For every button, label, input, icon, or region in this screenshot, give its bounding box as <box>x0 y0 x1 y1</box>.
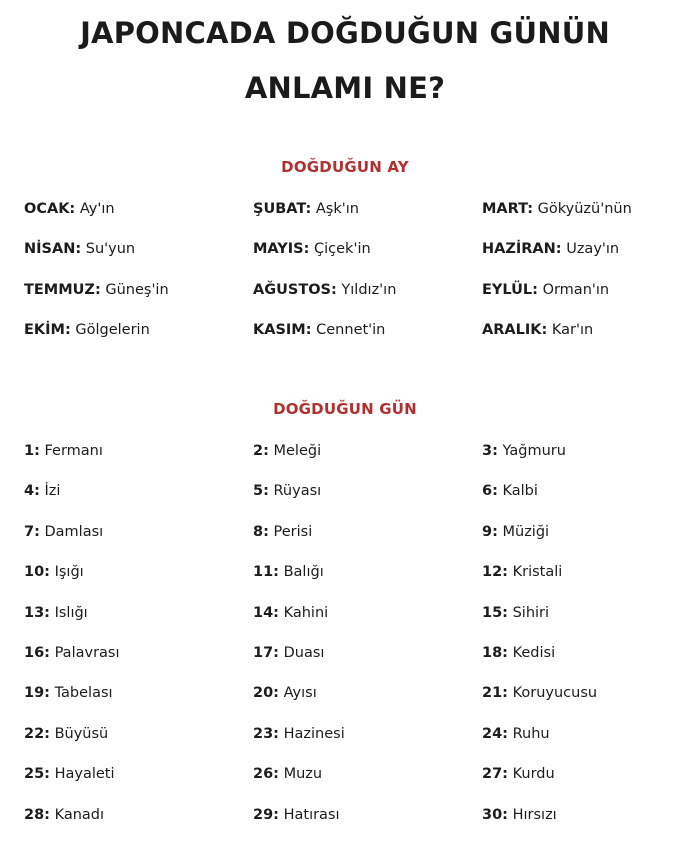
day-item <box>24 564 84 580</box>
month-item <box>482 322 593 338</box>
day-meaning: Ruhu <box>512 725 550 742</box>
day-item <box>24 483 60 499</box>
day-key: 8: <box>253 523 269 540</box>
page-title-line-1: JAPONCADA DOĞDUĞUN GÜNÜN <box>80 16 610 50</box>
month-item <box>253 241 371 257</box>
day-key: 7: <box>24 523 40 540</box>
day-meaning: Kristali <box>512 564 563 581</box>
day-item <box>482 564 562 580</box>
month-row <box>0 322 690 346</box>
month-key: AĞUSTOS: <box>253 281 337 298</box>
day-key: 21: <box>482 685 508 702</box>
day-item <box>253 645 324 661</box>
month-item <box>24 282 169 298</box>
month-row <box>0 282 690 306</box>
day-meaning: Kedisi <box>512 645 556 661</box>
day-item <box>24 605 88 621</box>
day-meaning: Kahini <box>283 604 329 621</box>
day-meaning: Tabelası <box>54 685 113 702</box>
day-key: 2: <box>253 443 269 459</box>
day-row <box>0 645 690 669</box>
day-key: 27: <box>482 766 508 783</box>
day-item <box>482 645 555 661</box>
day-item <box>24 726 108 742</box>
month-meaning: Kar'ın <box>551 321 594 338</box>
day-meaning: Sihiri <box>512 604 550 621</box>
day-row <box>0 443 690 467</box>
day-meaning: Perisi <box>273 523 313 540</box>
month-meaning: Su'yun <box>85 241 136 258</box>
day-item <box>24 645 120 661</box>
day-item <box>24 807 104 823</box>
day-meaning: Yağmuru <box>502 443 566 459</box>
day-key: 26: <box>253 766 279 783</box>
day-key: 30: <box>482 806 508 823</box>
day-meaning: Kurdu <box>512 766 555 783</box>
day-key: 29: <box>253 806 279 823</box>
day-meaning: Işığı <box>54 564 84 581</box>
month-key: EYLÜL: <box>482 281 538 298</box>
day-item <box>253 605 328 621</box>
month-meaning: Güneş'in <box>105 281 169 298</box>
day-item <box>482 807 557 823</box>
day-row <box>0 766 690 790</box>
month-meaning: Ay'ın <box>79 201 115 217</box>
page-title-line-2: ANLAMI NE? <box>244 71 446 105</box>
day-item <box>253 766 322 782</box>
day-item <box>482 443 566 459</box>
day-meaning: Büyüsü <box>54 725 109 742</box>
day-meaning: Balığı <box>283 564 324 581</box>
day-item <box>253 524 312 540</box>
month-key: MAYIS: <box>253 241 310 258</box>
day-key: 19: <box>24 685 50 702</box>
day-item <box>482 483 538 499</box>
month-item <box>24 322 150 338</box>
month-row <box>0 201 690 225</box>
day-key: 28: <box>24 806 50 823</box>
day-key: 16: <box>24 645 50 661</box>
day-key: 5: <box>253 483 269 500</box>
day-meaning: Damlası <box>44 523 104 540</box>
month-meaning: Çiçek'in <box>314 241 371 258</box>
day-key: 13: <box>24 604 50 621</box>
day-meaning: Hazinesi <box>283 725 345 742</box>
day-row <box>0 807 690 831</box>
month-meaning: Gökyüzü'nün <box>537 201 632 217</box>
month-meaning: Yıldız'ın <box>341 281 397 298</box>
day-item <box>482 726 550 742</box>
day-item <box>482 685 597 701</box>
day-key: 1: <box>24 443 40 459</box>
month-item <box>24 201 115 217</box>
month-key: EKİM: <box>24 321 71 338</box>
day-key: 25: <box>24 766 50 783</box>
day-row <box>0 605 690 629</box>
month-section-heading: DOĞDUĞUN AY <box>281 158 409 176</box>
day-key: 17: <box>253 645 279 661</box>
month-item <box>24 241 135 257</box>
day-meaning: Hayaleti <box>54 766 115 783</box>
day-meaning: İzi <box>44 483 61 500</box>
month-item <box>482 201 632 217</box>
day-key: 9: <box>482 523 498 540</box>
day-key: 15: <box>482 604 508 621</box>
day-key: 10: <box>24 564 50 581</box>
month-meaning: Uzay'ın <box>566 241 620 258</box>
day-meaning: Müziği <box>502 523 550 540</box>
day-key: 23: <box>253 725 279 742</box>
month-key: HAZİRAN: <box>482 241 562 258</box>
day-item <box>253 726 345 742</box>
day-key: 11: <box>253 564 279 581</box>
day-meaning: Koruyucusu <box>512 685 598 702</box>
month-item <box>482 282 609 298</box>
day-item <box>482 605 549 621</box>
day-meaning: Palavrası <box>54 645 120 661</box>
month-key: NİSAN: <box>24 241 82 258</box>
day-item <box>24 443 103 459</box>
day-key: 18: <box>482 645 508 661</box>
day-item <box>482 766 555 782</box>
day-item <box>253 443 321 459</box>
day-row <box>0 483 690 507</box>
day-meaning: Duası <box>283 645 325 661</box>
day-key: 12: <box>482 564 508 581</box>
day-meaning: Hırsızı <box>512 806 557 823</box>
day-meaning: Islığı <box>54 604 88 621</box>
month-item <box>253 322 385 338</box>
month-key: ŞUBAT: <box>253 201 312 217</box>
day-meaning: Kanadı <box>54 806 105 823</box>
month-key: OCAK: <box>24 201 76 217</box>
month-key: ARALIK: <box>482 321 548 338</box>
month-meaning: Cennet'in <box>316 321 386 338</box>
day-item <box>24 524 103 540</box>
month-key: MART: <box>482 201 534 217</box>
day-row <box>0 685 690 709</box>
day-key: 6: <box>482 483 498 500</box>
day-meaning: Meleği <box>273 443 322 459</box>
day-key: 14: <box>253 604 279 621</box>
day-item <box>482 524 549 540</box>
month-key: KASIM: <box>253 321 312 338</box>
day-item <box>253 685 317 701</box>
month-meaning: Aşk'ın <box>315 201 359 217</box>
day-item <box>253 807 340 823</box>
day-row <box>0 524 690 548</box>
day-meaning: Kalbi <box>502 483 538 500</box>
day-item <box>24 685 113 701</box>
day-key: 3: <box>482 443 498 459</box>
day-row <box>0 564 690 588</box>
month-meaning: Gölgelerin <box>75 321 150 338</box>
day-item <box>253 483 321 499</box>
month-meaning: Orman'ın <box>542 281 610 298</box>
day-row <box>0 726 690 750</box>
day-meaning: Rüyası <box>273 483 322 500</box>
day-meaning: Fermanı <box>44 443 103 459</box>
month-row <box>0 241 690 265</box>
month-key: TEMMUZ: <box>24 281 101 298</box>
day-key: 4: <box>24 483 40 500</box>
day-meaning: Ayısı <box>283 685 317 702</box>
day-meaning: Hatırası <box>283 806 340 823</box>
day-key: 20: <box>253 685 279 702</box>
day-key: 22: <box>24 725 50 742</box>
month-item <box>253 282 396 298</box>
month-item <box>482 241 619 257</box>
day-item <box>24 766 115 782</box>
day-meaning: Muzu <box>283 766 323 783</box>
day-item <box>253 564 324 580</box>
month-item <box>253 201 359 217</box>
day-section-heading: DOĞDUĞUN GÜN <box>273 400 417 418</box>
day-key: 24: <box>482 725 508 742</box>
